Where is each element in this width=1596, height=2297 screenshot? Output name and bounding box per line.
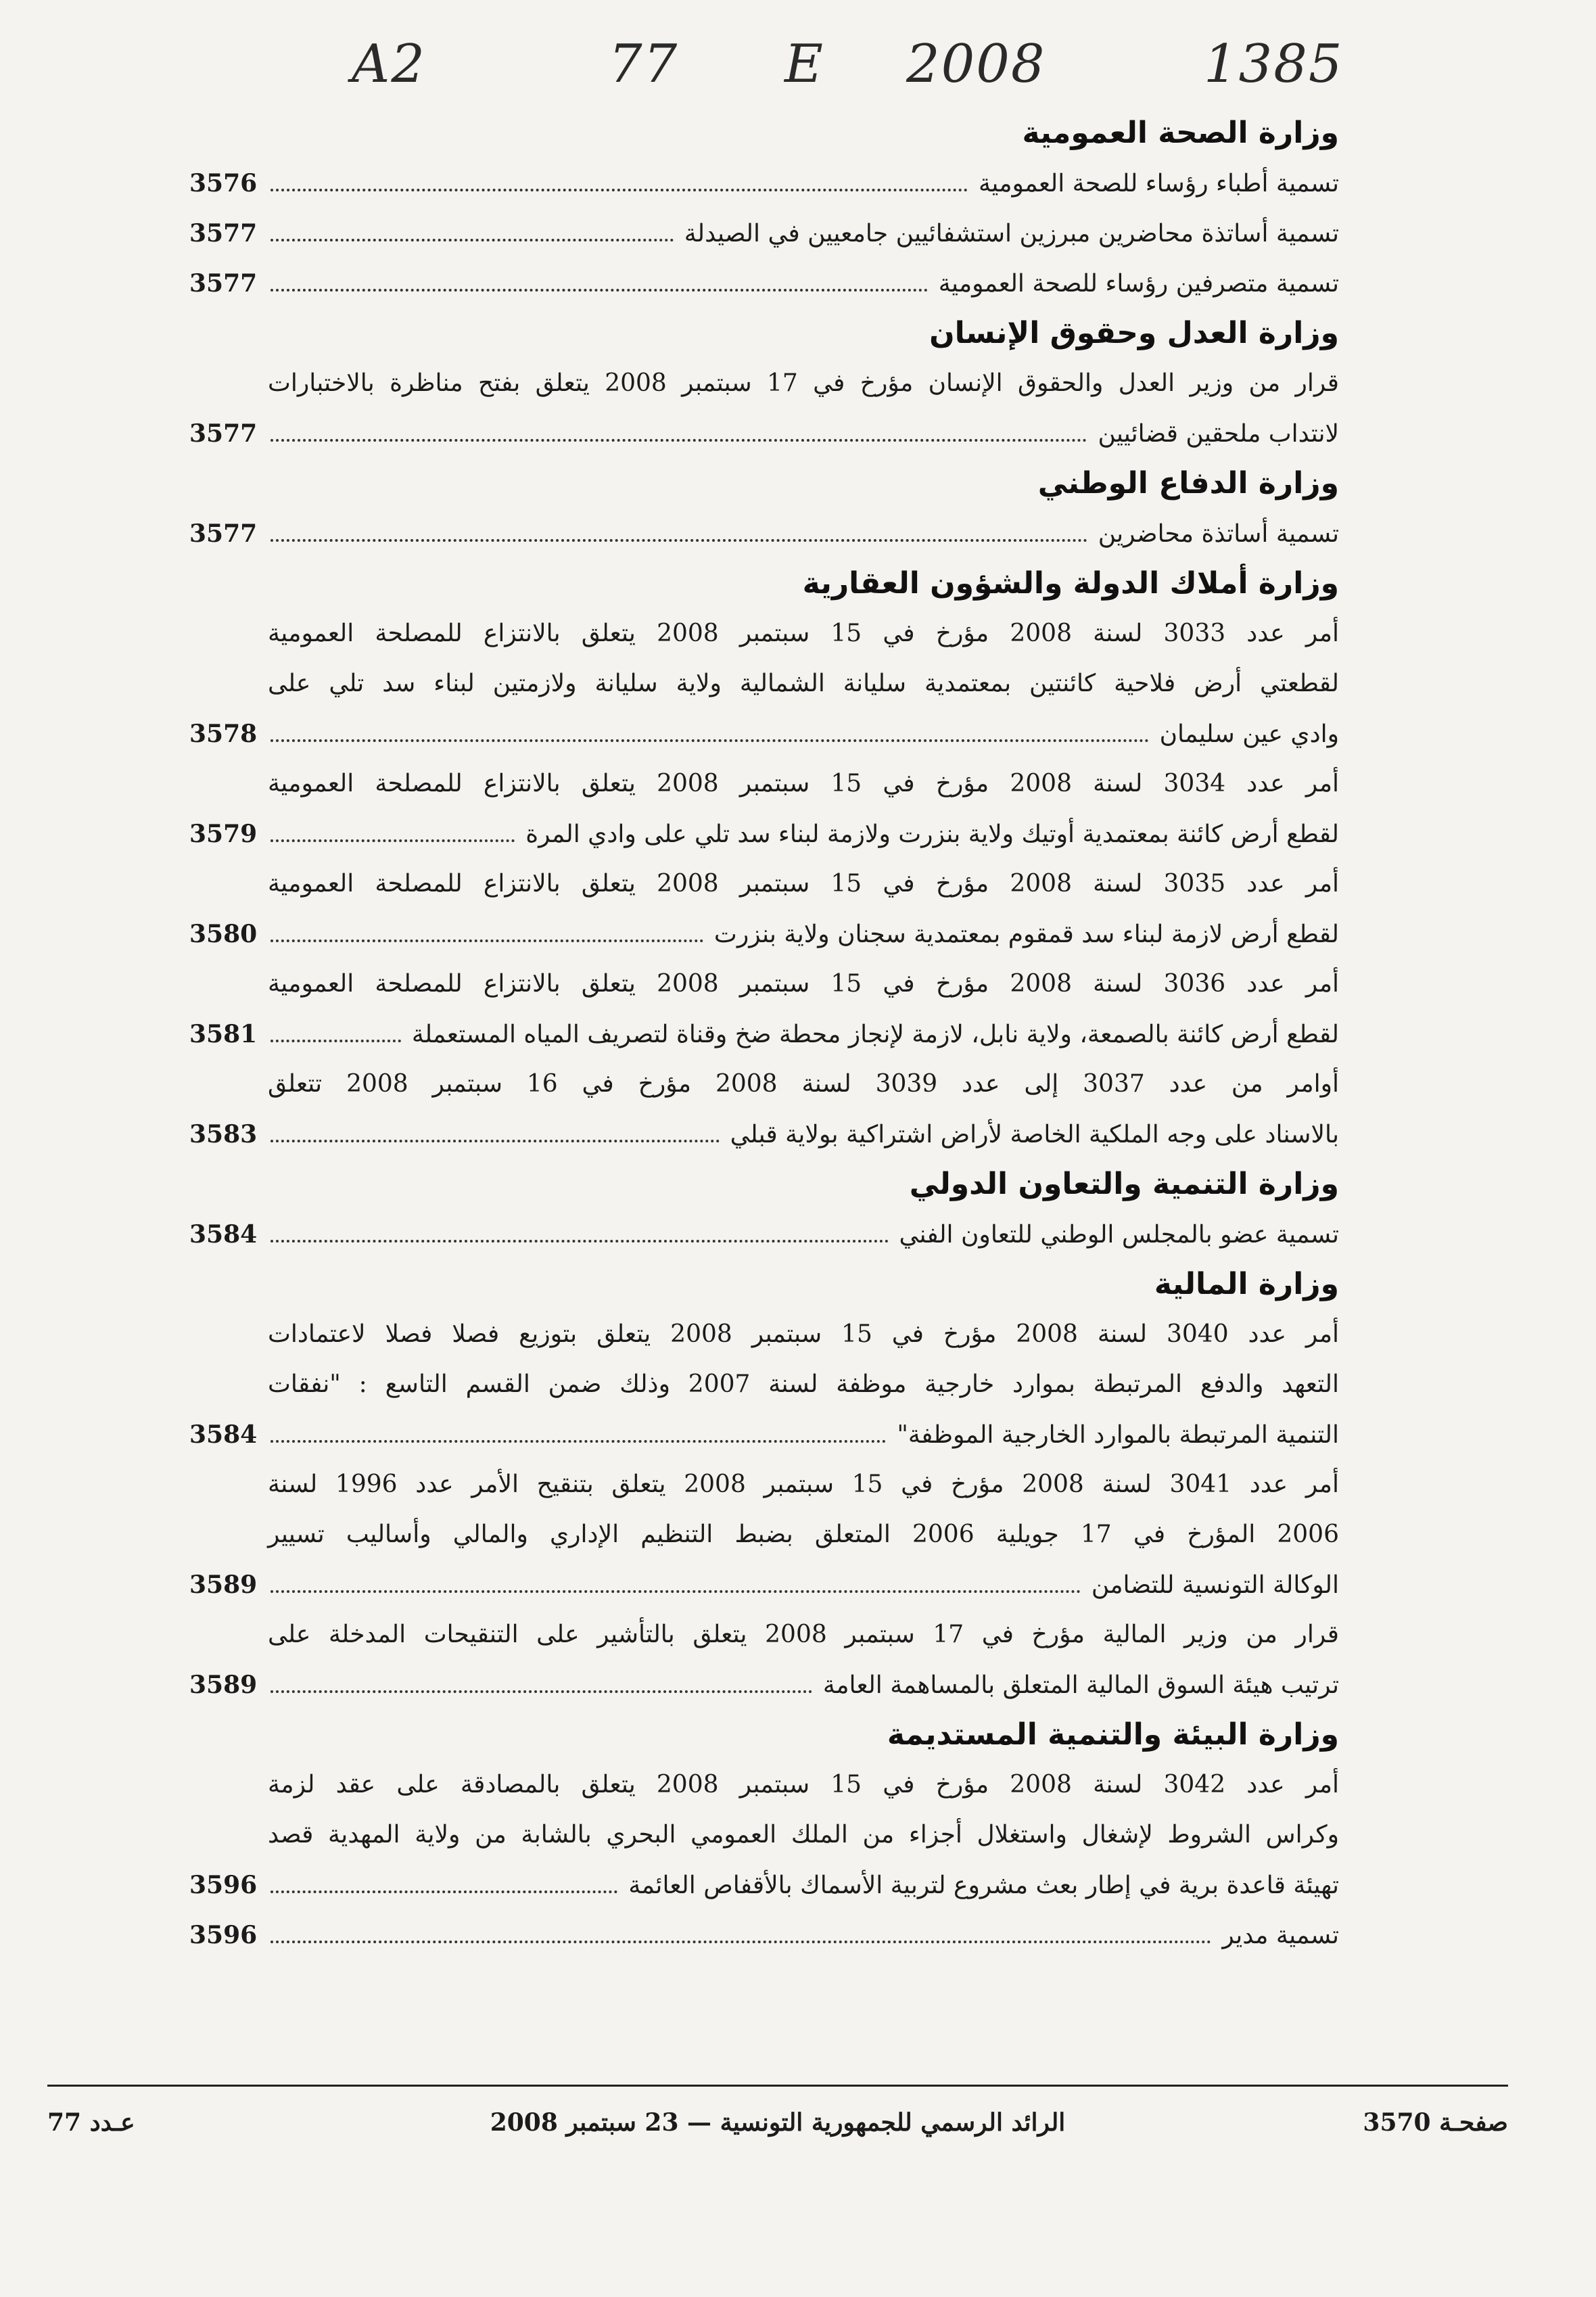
entry-text: لقطعتي أرض فلاحية كائنتين بمعتمدية سليانة الشمالية ولاية سليانة ولازمتين لبناء سد تلي على: [268, 670, 1339, 697]
entry-text: تهيئة قاعدة برية في إطار بعث مشروع لتربية الأسماك بالأقفاص العائمة: [628, 1872, 1339, 1899]
entry-line: [189, 1660, 1339, 1710]
entry-text: لقطع أرض لازمة لبناء سد قمقوم بمعتمدية سجنان ولاية بنزرت: [713, 921, 1339, 948]
entry-page-number: 3596: [189, 1871, 258, 1899]
entry-line: [189, 1309, 1339, 1360]
handnote-part: 1385: [1204, 34, 1344, 95]
toc-entry: [189, 208, 1339, 258]
table-of-contents: [189, 108, 1339, 1975]
entry-page-number: 3577: [189, 269, 258, 298]
entry-text: تسمية أساتذة محاضرين مبرزين استشفائيين جامعيين في الصيدلة: [684, 220, 1339, 248]
dot-leader: [271, 238, 674, 241]
entry-text: التعهد والدفع المرتبطة بموارد خارجية موظفة لسنة 2007 وذلك ضمن القسم التاسع : "نفقات: [268, 1370, 1339, 1398]
section-title: وزارة الصحة العمومية: [1022, 116, 1339, 150]
entry-text: أمر عدد 3041 لسنة 2008 مؤرخ في 15 سبتمبر 2008 يتعلق بتنقيح الأمر عدد 1996 لسنة: [268, 1470, 1339, 1498]
toc-entry: [189, 1610, 1339, 1710]
toc-section: [189, 1710, 1339, 1960]
dot-leader: [271, 1590, 1081, 1593]
entry-line: [189, 208, 1339, 258]
dot-leader: [271, 1890, 617, 1893]
entry-line: [189, 959, 1339, 1009]
entry-page-number: 3577: [189, 219, 258, 248]
toc-section: [189, 308, 1339, 459]
toc-entry: [189, 959, 1339, 1059]
entry-line: [189, 1460, 1339, 1510]
entry-line: [189, 859, 1339, 909]
dot-leader: [271, 288, 928, 292]
entry-text: أمر عدد 3033 لسنة 2008 مؤرخ في 15 سبتمبر 2008 يتعلق بالانتزاع للمصلحة العمومية: [268, 620, 1339, 647]
entry-text: التنمية المرتبطة بالموارد الخارجية الموظفة": [897, 1421, 1339, 1449]
entry-page-number: 3581: [189, 1020, 258, 1048]
entry-line: [189, 609, 1339, 659]
entry-line: [189, 1610, 1339, 1660]
dot-leader: [271, 739, 1149, 742]
entry-text: 2006 المؤرخ في 17 جويلية 2006 المتعلق بضبط التنظيم الإداري والمالي وأساليب تسيير: [268, 1521, 1339, 1548]
handnote-part: E: [784, 34, 824, 95]
toc-entry: [189, 1460, 1339, 1610]
section-title: وزارة أملاك الدولة والشؤون العقارية: [802, 566, 1339, 601]
dot-leader: [271, 438, 1087, 442]
entry-line: [189, 258, 1339, 308]
entry-text: وادي عين سليمان: [1159, 720, 1339, 748]
entry-text: تسمية أطباء رؤساء للصحة العمومية: [979, 170, 1339, 198]
entry-text: لقطع أرض كائنة بمعتمدية أوتيك ولاية بنزرت ولازمة لبناء سد تلي على وادي المرة: [525, 820, 1339, 848]
entry-text: الوكالة التونسية للتضامن: [1091, 1571, 1339, 1599]
footer-divider: [47, 2085, 1508, 2087]
entry-text: أمر عدد 3042 لسنة 2008 مؤرخ في 15 سبتمبر 2008 يتعلق بالمصادقة على عقد لزمة: [268, 1771, 1339, 1799]
entry-line: [189, 759, 1339, 809]
toc-entry: [189, 609, 1339, 759]
entry-line: [189, 1009, 1339, 1059]
page-footer: [47, 2095, 1508, 2150]
entry-line: [189, 1410, 1339, 1460]
handnote-part: 77: [609, 34, 679, 95]
footer-publication-title: الرائد الرسمي للجمهورية التونسية — 23 سبتمبر 2008: [490, 2108, 1066, 2137]
toc-entry: [189, 509, 1339, 559]
dot-leader: [271, 1039, 401, 1042]
section-title: وزارة التنمية والتعاون الدولي: [909, 1167, 1339, 1201]
entry-page-number: 3584: [189, 1420, 258, 1449]
entry-page-number: 3596: [189, 1921, 258, 1949]
toc-entry: [189, 1910, 1339, 1960]
entry-text: بالاسناد على وجه الملكية الخاصة لأراض اشتراكية بولاية قبلي: [730, 1121, 1339, 1148]
toc-section: [189, 1259, 1339, 1710]
toc-entry: [189, 358, 1339, 459]
entry-text: لانتداب ملحقين قضائيين: [1098, 420, 1339, 448]
dot-leader: [271, 1239, 889, 1243]
footer-page-number: صفحـة 3570: [1363, 2108, 1508, 2137]
toc-entry: [189, 1059, 1339, 1159]
entry-text: أمر عدد 3035 لسنة 2008 مؤرخ في 15 سبتمبر 2008 يتعلق بالانتزاع للمصلحة العمومية: [268, 870, 1339, 898]
entry-text: أمر عدد 3036 لسنة 2008 مؤرخ في 15 سبتمبر 2008 يتعلق بالانتزاع للمصلحة العمومية: [268, 970, 1339, 998]
toc-entry: [189, 759, 1339, 859]
toc-entry: [189, 1760, 1339, 1910]
entry-line: [189, 1910, 1339, 1960]
entry-text: تسمية متصرفين رؤساء للصحة العمومية: [938, 270, 1339, 298]
handnote-part: A2: [352, 34, 426, 95]
entry-line: [189, 358, 1339, 409]
entry-text: تسمية عضو بالمجلس الوطني للتعاون الفني: [899, 1221, 1339, 1249]
toc-entry: [189, 1209, 1339, 1259]
entry-text: قرار من وزير العدل والحقوق الإنسان مؤرخ في 17 سبتمبر 2008 يتعلق بفتح مناظرة بالاختبارات: [268, 369, 1339, 397]
entry-line: [189, 1109, 1339, 1159]
entry-line: [189, 1059, 1339, 1109]
entry-text: لقطع أرض كائنة بالصمعة، ولاية نابل، لازمة لإنجاز محطة ضخ وقناة لتصريف المياه المستعملة: [411, 1021, 1339, 1048]
handwritten-archive-note: [352, 20, 1407, 122]
entry-page-number: 3577: [189, 419, 258, 448]
dot-leader: [271, 1439, 886, 1443]
dot-leader: [271, 1690, 812, 1693]
toc-section: [189, 1159, 1339, 1259]
toc-section: [189, 459, 1339, 559]
entry-text: أمر عدد 3034 لسنة 2008 مؤرخ في 15 سبتمبر 2008 يتعلق بالانتزاع للمصلحة العمومية: [268, 770, 1339, 797]
entry-line: [189, 409, 1339, 459]
toc-section: [189, 559, 1339, 1159]
section-title: وزارة العدل وحقوق الإنسان: [929, 316, 1339, 350]
toc-section: [189, 108, 1339, 308]
entry-page-number: 3577: [189, 519, 258, 548]
entry-line: [189, 1360, 1339, 1410]
dot-leader: [271, 939, 703, 942]
entry-line: [189, 909, 1339, 959]
entry-text: ترتيب هيئة السوق المالية المتعلق بالمساهمة العامة: [822, 1671, 1339, 1699]
entry-page-number: 3580: [189, 920, 258, 948]
entry-line: [189, 1860, 1339, 1910]
entry-page-number: 3584: [189, 1220, 258, 1249]
entry-line: [189, 709, 1339, 759]
entry-line: [189, 158, 1339, 208]
entry-line: [189, 659, 1339, 709]
entry-page-number: 3589: [189, 1671, 258, 1699]
dot-leader: [271, 188, 968, 191]
entry-line: [189, 809, 1339, 859]
dot-leader: [271, 839, 515, 842]
toc-entry: [189, 1309, 1339, 1460]
section-title: وزارة الدفاع الوطني: [1037, 466, 1339, 501]
dot-leader: [271, 538, 1087, 542]
dot-leader: [271, 1139, 720, 1142]
toc-entry: [189, 859, 1339, 959]
entry-page-number: 3579: [189, 820, 258, 848]
section-title: وزارة المالية: [1154, 1267, 1339, 1301]
entry-text: وكراس الشروط لإشغال واستغلال أجزاء من الملك العمومي البحري بالشابة من ولاية المهدية قصد: [268, 1821, 1339, 1849]
entry-line: [189, 509, 1339, 559]
handnote-part: 2008: [906, 34, 1046, 95]
section-title: وزارة البيئة والتنمية المستديمة: [887, 1717, 1339, 1752]
entry-line: [189, 1510, 1339, 1560]
footer-issue-number: عـدد 77: [47, 2108, 135, 2137]
entry-text: تسمية أساتذة محاضرين: [1098, 520, 1339, 548]
entry-text: أوامر من عدد 3037 إلى عدد 3039 لسنة 2008 مؤرخ في 16 سبتمبر 2008 تتعلق: [268, 1070, 1339, 1098]
entry-text: تسمية مدير: [1222, 1922, 1339, 1949]
entry-page-number: 3583: [189, 1120, 258, 1148]
entry-line: [189, 1810, 1339, 1860]
entry-line: [189, 1209, 1339, 1259]
entry-text: قرار من وزير المالية مؤرخ في 17 سبتمبر 2008 يتعلق بالتأشير على التنقيحات المدخلة على: [268, 1621, 1339, 1648]
entry-text: أمر عدد 3040 لسنة 2008 مؤرخ في 15 سبتمبر 2008 يتعلق بتوزيع فصلا فصلا لاعتمادات: [268, 1320, 1339, 1348]
entry-line: [189, 1560, 1339, 1610]
entry-page-number: 3589: [189, 1571, 258, 1599]
dot-leader: [271, 1940, 1211, 1943]
entry-page-number: 3576: [189, 169, 258, 198]
toc-entry: [189, 158, 1339, 208]
entry-page-number: 3578: [189, 720, 258, 748]
toc-entry: [189, 258, 1339, 308]
entry-line: [189, 1760, 1339, 1810]
